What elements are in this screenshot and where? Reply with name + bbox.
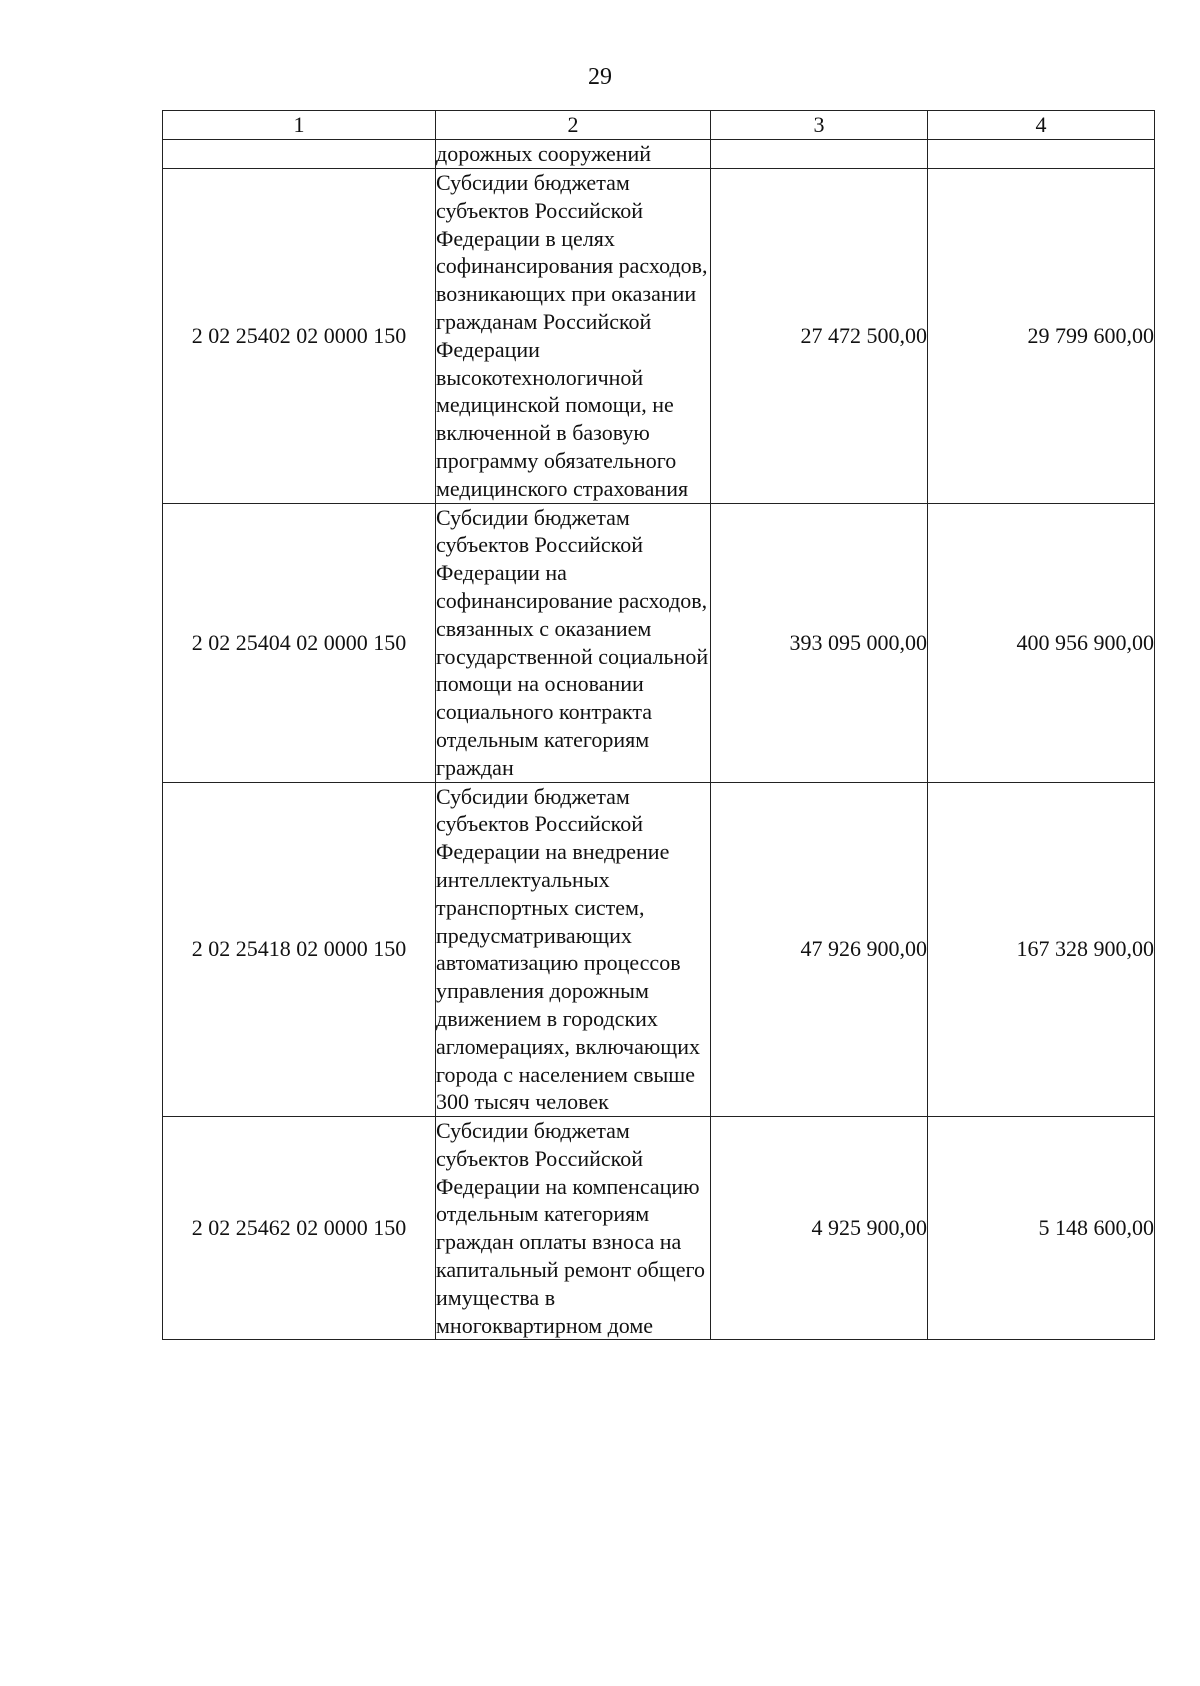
amount-column-4: 29 799 600,00 — [928, 169, 1155, 504]
row-description: Субсидии бюджетам субъектов Российской Федерации в целях софинансирования расходов, возникающих при оказании гражданам Российской Федерации высокотехнологичной медицинской помощи, не включенной в базовую программу обязательного медицинского страхования — [436, 169, 711, 504]
amount-column-3: 393 095 000,00 — [711, 503, 928, 782]
table-row — [163, 1117, 1155, 1340]
amount-column-3: 27 472 500,00 — [711, 169, 928, 504]
row-description: Субсидии бюджетам субъектов Российской Федерации на внедрение интеллектуальных транспортных систем, предусматривающих автоматизацию процессов управления дорожным движением в городских агломерациях, включающих города с населением свыше 300 тысяч человек — [436, 782, 711, 1117]
amount-column-3: 4 925 900,00 — [711, 1117, 928, 1340]
table-row — [163, 169, 1155, 504]
table-row — [163, 503, 1155, 782]
column-header-2: 2 — [436, 111, 711, 140]
table-header-row — [163, 111, 1155, 140]
row-description: Субсидии бюджетам субъектов Российской Федерации на компенсацию отдельным категориям граждан оплаты взноса на капитальный ремонт общего имущества в многоквартирном доме — [436, 1117, 711, 1340]
row-description: Субсидии бюджетам субъектов Российской Федерации на софинансирование расходов, связанных с оказанием государственной социальной помощи на основании социального контракта отдельным категориям граждан — [436, 503, 711, 782]
budget-code: 2 02 25418 02 0000 150 — [163, 782, 436, 1117]
budget-table — [162, 110, 1155, 1340]
budget-code: 2 02 25462 02 0000 150 — [163, 1117, 436, 1340]
column-header-4: 4 — [928, 111, 1155, 140]
amount-column-4: 5 148 600,00 — [928, 1117, 1155, 1340]
amount-column-4: 167 328 900,00 — [928, 782, 1155, 1117]
amount-column-3: 47 926 900,00 — [711, 782, 928, 1117]
continuation-row — [163, 140, 1155, 169]
table-row — [163, 782, 1155, 1117]
budget-code: 2 02 25402 02 0000 150 — [163, 169, 436, 504]
budget-code: 2 02 25404 02 0000 150 — [163, 503, 436, 782]
page-number: 29 — [588, 64, 612, 90]
column-header-3: 3 — [711, 111, 928, 140]
column-header-1: 1 — [163, 111, 436, 140]
amount-column-4: 400 956 900,00 — [928, 503, 1155, 782]
continuation-text: дорожных сооружений — [436, 140, 711, 169]
